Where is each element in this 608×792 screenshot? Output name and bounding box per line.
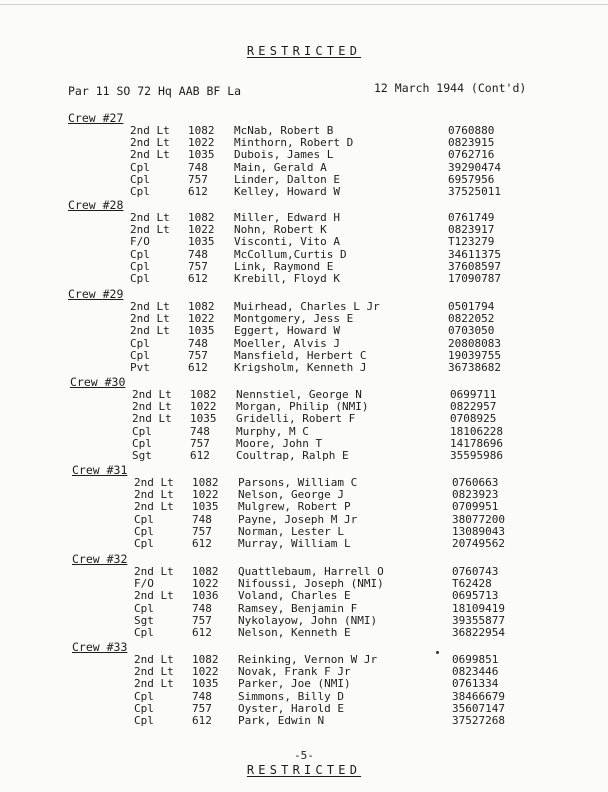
crew-member-row: [70, 426, 590, 438]
member-name: Simmons, Billy D: [238, 689, 344, 703]
member-mos: 612: [188, 184, 208, 198]
member-name: Dubois, James L: [234, 148, 334, 162]
member-mos: 1082: [192, 565, 219, 578]
member-rank: 2nd Lt: [134, 677, 174, 691]
member-serial: 0501794: [448, 300, 495, 313]
member-rank: 2nd Lt: [134, 488, 174, 502]
member-mos: 757: [190, 436, 210, 450]
member-serial: 19039755: [448, 348, 501, 362]
member-rank: Sgt: [132, 448, 152, 462]
member-mos: 1082: [188, 124, 215, 137]
member-name: Moeller, Alvis J: [234, 336, 340, 350]
member-rank: 2nd Lt: [130, 136, 170, 150]
crew-block: [68, 112, 588, 198]
member-name: Nohn, Robert K: [234, 223, 327, 237]
crew-member-row: [68, 325, 588, 337]
member-rank: 2nd Lt: [134, 565, 174, 578]
member-serial: 17090787: [448, 271, 501, 285]
member-name: Payne, Joseph M Jr: [238, 512, 358, 526]
member-mos: 1022: [192, 488, 219, 502]
member-name: Muirhead, Charles L Jr: [234, 300, 380, 313]
crew-member-row: [72, 678, 592, 690]
member-mos: 612: [188, 271, 208, 285]
crew-member-row: [72, 627, 592, 639]
crew-member-row: [72, 514, 592, 526]
member-name: Krigsholm, Kenneth J: [234, 360, 367, 374]
member-serial: 38077200: [452, 512, 505, 526]
member-mos: 757: [188, 172, 208, 186]
member-serial: 39355877: [452, 613, 505, 627]
member-serial: 0822052: [448, 312, 495, 326]
page-number: -5-: [294, 749, 314, 762]
member-name: McNab, Robert B: [234, 124, 334, 137]
crew-label: Crew #32: [72, 552, 128, 566]
member-name: Linder, Dalton E: [234, 172, 340, 186]
member-serial: 0823446: [452, 665, 499, 679]
member-serial: 36738682: [448, 360, 501, 374]
member-serial: T123279: [448, 235, 495, 249]
crew-member-row: [68, 338, 588, 350]
member-rank: F/O: [134, 577, 154, 591]
member-name: Main, Gerald A: [234, 160, 327, 174]
member-mos: 612: [190, 448, 210, 462]
crew-member-row: [72, 501, 592, 513]
member-mos: 612: [192, 536, 212, 550]
member-name: Quattlebaum, Harrell O: [238, 565, 384, 578]
member-name: Norman, Lester L: [238, 524, 344, 538]
member-rank: Cpl: [130, 336, 150, 350]
member-mos: 1035: [188, 148, 215, 162]
member-name: Murray, William L: [238, 536, 351, 550]
crew-member-row: [68, 273, 588, 285]
member-rank: Pvt: [130, 360, 150, 374]
member-mos: 612: [192, 625, 212, 639]
member-serial: T62428: [452, 577, 492, 591]
member-serial: 0699711: [450, 388, 497, 401]
member-serial: 13089043: [452, 524, 505, 538]
crew-label: Crew #27: [68, 111, 124, 125]
crew-label: Crew #28: [68, 198, 124, 212]
member-name: Novak, Frank F Jr: [238, 665, 351, 679]
member-name: Mansfield, Herbert C: [234, 348, 367, 362]
member-mos: 1022: [188, 312, 215, 326]
member-rank: 2nd Lt: [130, 312, 170, 326]
member-mos: 1082: [188, 211, 215, 224]
member-rank: Cpl: [132, 436, 152, 450]
member-name: Voland, Charles E: [238, 589, 351, 603]
member-mos: 612: [188, 360, 208, 374]
member-mos: 757: [192, 701, 212, 715]
crew-member-row: [68, 162, 588, 174]
member-rank: 2nd Lt: [132, 400, 172, 414]
member-serial: 0760743: [452, 565, 499, 578]
member-mos: 748: [192, 601, 212, 615]
member-rank: 2nd Lt: [130, 300, 170, 313]
classification-bottom: RESTRICTED: [246, 763, 362, 777]
member-serial: 39290474: [448, 160, 501, 174]
member-serial: 6957956: [448, 172, 495, 186]
crew-member-row: [72, 538, 592, 550]
member-serial: 37527268: [452, 713, 505, 727]
member-rank: Cpl: [134, 524, 154, 538]
crew-member-row: [72, 715, 592, 727]
member-name: Eggert, Howard W: [234, 324, 340, 338]
member-name: Morgan, Philip (NMI): [236, 400, 369, 414]
member-rank: Cpl: [130, 247, 150, 261]
member-serial: 0761334: [452, 677, 499, 691]
top-rule: [0, 4, 608, 5]
crew-member-row: [70, 413, 590, 425]
member-mos: 748: [192, 689, 212, 703]
member-mos: 757: [192, 613, 212, 627]
member-serial: 0699851: [452, 653, 499, 666]
member-name: Visconti, Vito A: [234, 235, 340, 249]
member-serial: 0760663: [452, 476, 499, 489]
member-mos: 1082: [190, 388, 217, 401]
member-rank: Cpl: [134, 713, 154, 727]
member-mos: 748: [188, 160, 208, 174]
member-rank: 2nd Lt: [134, 665, 174, 679]
member-mos: 1022: [188, 136, 215, 150]
member-serial: 0709951: [452, 500, 499, 514]
member-name: Nennstiel, George N: [236, 388, 362, 401]
crew-label: Crew #31: [72, 463, 128, 477]
member-rank: Cpl: [134, 536, 154, 550]
member-name: Oyster, Harold E: [238, 701, 344, 715]
member-rank: 2nd Lt: [130, 124, 170, 137]
crew-block: [72, 464, 592, 550]
member-mos: 757: [188, 348, 208, 362]
member-mos: 757: [192, 524, 212, 538]
member-mos: 1022: [192, 577, 219, 591]
member-mos: 1035: [188, 235, 215, 249]
crew-member-row: [72, 590, 592, 602]
crew-member-row: [68, 149, 588, 161]
member-rank: 2nd Lt: [130, 148, 170, 162]
member-rank: 2nd Lt: [134, 653, 174, 666]
member-rank: 2nd Lt: [134, 476, 174, 489]
member-rank: Cpl: [134, 689, 154, 703]
member-serial: 20808083: [448, 336, 501, 350]
member-name: Montgomery, Jess E: [234, 312, 354, 326]
member-name: Murphy, M C: [236, 424, 309, 438]
member-name: Gridelli, Robert F: [236, 412, 356, 426]
member-name: Miller, Edward H: [234, 211, 340, 224]
member-rank: Cpl: [132, 424, 152, 438]
order-date: 12 March 1944 (Cont'd): [374, 81, 527, 95]
member-rank: 2nd Lt: [132, 412, 172, 426]
member-name: Park, Edwin N: [238, 713, 325, 727]
member-name: Kelley, Howard W: [234, 184, 340, 198]
member-serial: 20749562: [452, 536, 505, 550]
member-name: Link, Raymond E: [234, 259, 334, 273]
member-rank: Cpl: [134, 701, 154, 715]
member-mos: 612: [192, 713, 212, 727]
member-rank: 2nd Lt: [132, 388, 172, 401]
member-serial: 35595986: [450, 448, 503, 462]
crew-member-row: [72, 691, 592, 703]
member-rank: F/O: [130, 235, 150, 249]
member-name: Mulgrew, Robert P: [238, 500, 351, 514]
member-name: Nifoussi, Joseph (NMI): [238, 577, 384, 591]
member-mos: 1082: [188, 300, 215, 313]
crew-block: [70, 376, 590, 462]
member-mos: 1022: [190, 400, 217, 414]
member-name: Nelson, Kenneth E: [238, 625, 351, 639]
member-name: McCollum,Curtis D: [234, 247, 347, 261]
crew-block: [68, 288, 588, 374]
member-name: Ramsey, Benjamin F: [238, 601, 358, 615]
member-name: Reinking, Vernon W Jr: [238, 653, 378, 666]
member-name: Nelson, George J: [238, 488, 344, 502]
crew-member-row: [68, 249, 588, 261]
member-rank: 2nd Lt: [130, 211, 170, 224]
member-mos: 1035: [192, 677, 219, 691]
member-name: Parker, Joe (NMI): [238, 677, 351, 691]
member-rank: Cpl: [134, 601, 154, 615]
member-serial: 37525011: [448, 184, 501, 198]
member-serial: 0822957: [450, 400, 497, 414]
member-mos: 1035: [190, 412, 217, 426]
member-rank: Cpl: [130, 160, 150, 174]
crew-member-row: [72, 603, 592, 615]
member-mos: 1035: [192, 500, 219, 514]
member-mos: 748: [188, 336, 208, 350]
member-mos: 1082: [192, 653, 219, 666]
member-mos: 1035: [188, 324, 215, 338]
member-serial: 0761749: [448, 211, 495, 224]
order-reference: Par 11 SO 72 Hq AAB BF La: [68, 84, 242, 98]
member-rank: Cpl: [130, 172, 150, 186]
member-serial: 36822954: [452, 625, 505, 639]
crew-member-row: [68, 362, 588, 374]
member-serial: 18109419: [452, 601, 505, 615]
member-rank: 2nd Lt: [130, 223, 170, 237]
crew-member-row: [68, 236, 588, 248]
member-serial: 0823915: [448, 136, 495, 150]
member-serial: 0760880: [448, 124, 495, 137]
member-name: Moore, John T: [236, 436, 323, 450]
member-mos: 1082: [192, 476, 219, 489]
crew-member-row: [68, 186, 588, 198]
member-serial: 0695713: [452, 589, 499, 603]
member-name: Coultrap, Ralph E: [236, 448, 349, 462]
member-serial: 0823917: [448, 223, 495, 237]
crew-block: [72, 641, 592, 727]
member-serial: 0703050: [448, 324, 495, 338]
member-mos: 1022: [188, 223, 215, 237]
member-mos: 748: [190, 424, 210, 438]
crew-block: [72, 553, 592, 639]
crew-label: Crew #33: [72, 640, 128, 654]
member-rank: Cpl: [134, 512, 154, 526]
member-rank: 2nd Lt: [134, 500, 174, 514]
member-mos: 1022: [192, 665, 219, 679]
member-serial: 35607147: [452, 701, 505, 715]
member-rank: Sgt: [134, 613, 154, 627]
member-serial: 18106228: [450, 424, 503, 438]
member-rank: 2nd Lt: [130, 324, 170, 338]
crew-block: [68, 199, 588, 285]
member-rank: Cpl: [130, 348, 150, 362]
member-rank: Cpl: [130, 259, 150, 273]
ink-speck: [436, 651, 439, 654]
member-serial: 37608597: [448, 259, 501, 273]
member-serial: 34611375: [448, 247, 501, 261]
member-name: Nykolayow, John (NMI): [238, 613, 378, 627]
member-rank: Cpl: [130, 184, 150, 198]
member-name: Krebill, Floyd K: [234, 271, 340, 285]
member-rank: Cpl: [130, 271, 150, 285]
member-serial: 14178696: [450, 436, 503, 450]
member-serial: 38466679: [452, 689, 505, 703]
member-mos: 757: [188, 259, 208, 273]
member-name: Minthorn, Robert D: [234, 136, 354, 150]
member-rank: Cpl: [134, 625, 154, 639]
member-name: Parsons, William C: [238, 476, 358, 489]
member-serial: 0823923: [452, 488, 499, 502]
member-mos: 1036: [192, 589, 219, 603]
member-mos: 748: [192, 512, 212, 526]
crew-label: Crew #29: [68, 287, 124, 301]
crew-member-row: [70, 450, 590, 462]
member-rank: 2nd Lt: [134, 589, 174, 603]
member-mos: 748: [188, 247, 208, 261]
member-serial: 0762716: [448, 148, 495, 162]
crew-label: Crew #30: [70, 375, 126, 389]
classification-top: RESTRICTED: [246, 44, 362, 58]
member-serial: 0708925: [450, 412, 497, 426]
